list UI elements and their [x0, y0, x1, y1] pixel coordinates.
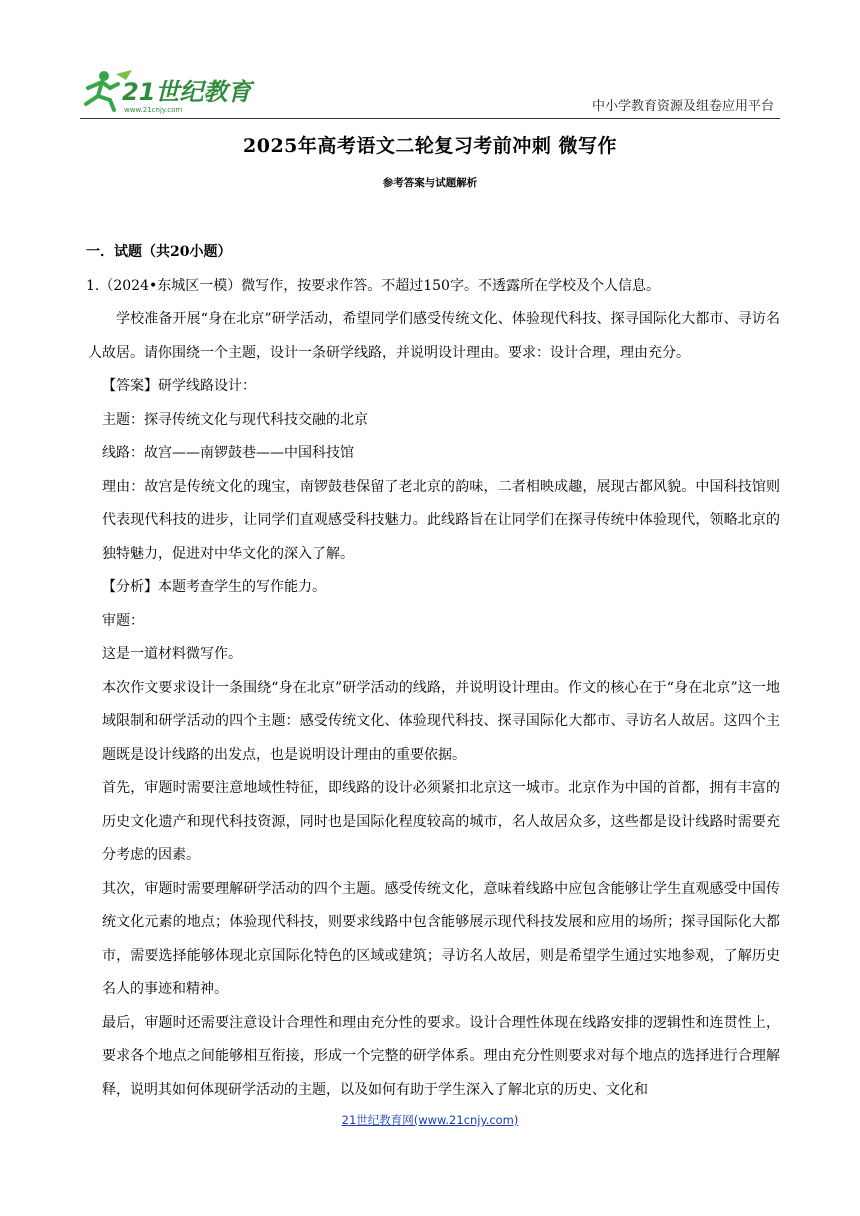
analysis-review: 审题： — [102, 612, 144, 629]
analysis-label: 【分析】本题考查学生的写作能力。 — [102, 579, 326, 595]
analysis-paragraph-1: 本次作文要求设计一条围绕“身在北京”研学活动的线路，并说明设计理由。作文的核心在于“身在北京”这一地域限制和研学活动的四个主题：感受传统文化、体验现代科技、探寻国际化大都市、寻访名人故居。这四个主题既是设计线路的出发点，也是说明设计理由的重要依据。 — [102, 679, 780, 763]
question-body: 学校准备开展“身在北京”研学活动，希望同学们感受传统文化、体验现代科技、探寻国际化大都市、寻访名人故居。请你围绕一个主题，设计一条研学线路，并说明设计理由。要求：设计合理，理由充分。 — [88, 311, 780, 361]
footer-link[interactable]: 21世纪教育网(www.21cnjy.com) — [341, 1113, 519, 1127]
question-line: 1.（2024•东城区一模）微写作，按要求作答。不超过150字。不透露所在学校及个人信息。 — [86, 277, 660, 294]
document-body — [88, 236, 780, 1107]
section-heading: 一．试题（共20小题） — [86, 244, 232, 260]
logo-main-text: 21世纪教育 — [122, 78, 252, 106]
page-footer — [0, 1112, 860, 1128]
answer-route: 线路：故宫——南锣鼓巷——中国科技馆 — [102, 445, 354, 461]
answer-reason: 理由：故宫是传统文化的瑰宝，南锣鼓巷保留了老北京的韵味，二者相映成趣，展现古都风貌。中国科技馆则代表现代科技的进步，让同学们直观感受科技魅力。此线路旨在让同学们在探寻传统中体验现代，领略北京的独特魅力，促进对中华文化的深入了解。 — [102, 478, 780, 562]
analysis-type: 这是一道材料微写作。 — [102, 646, 242, 662]
document-title: 2025年高考语文二轮复习考前冲刺 微写作 — [243, 135, 617, 157]
page-header — [80, 62, 780, 119]
analysis-paragraph-4: 最后，审题时还需要注意设计合理性和理由充分性的要求。设计合理性体现在线路安排的逻辑性和连贯性上，要求各个地点之间能够相互衔接，形成一个完整的研学体系。理由充分性则要求对每个地点的选择进行合理解释，说明其如何体现研学活动的主题，以及如何有助于学生深入了解北京的历史、文化和 — [102, 1014, 780, 1098]
platform-name: 中小学教育资源及组卷应用平台 — [591, 99, 774, 114]
analysis-paragraph-2: 首先，审题时需要注意地域性特征，即线路的设计必须紧扣北京这一城市。北京作为中国的首都，拥有丰富的历史文化遗产和现代科技资源，同时也是国际化程度较高的城市，名人故居众多，这些都是设计线路时需要充分考虑的因素。 — [102, 780, 780, 863]
answer-theme: 主题：探寻传统文化与现代科技交融的北京 — [102, 411, 368, 428]
site-logo[interactable] — [80, 68, 260, 114]
analysis-paragraph-3: 其次，审题时需要理解研学活动的四个主题。感受传统文化，意味着线路中应包含能够让学生直观感受中国传统文化元素的地点；体验现代科技，则要求线路中包含能够展示现代科技发展和应用的场所；探寻国际化大都市，需要选择能够体现北京国际化特色的区域或建筑；寻访名人故居，则是希望学生通过实地参观，了解历史名人的事迹和精神。 — [102, 880, 780, 997]
runner-logo-icon — [80, 68, 260, 114]
answer-label: 【答案】研学线路设计： — [102, 378, 256, 394]
logo-url-text: www.21cnjy.com — [124, 106, 183, 114]
document-subtitle: 参考答案与试题解析 — [382, 177, 478, 189]
